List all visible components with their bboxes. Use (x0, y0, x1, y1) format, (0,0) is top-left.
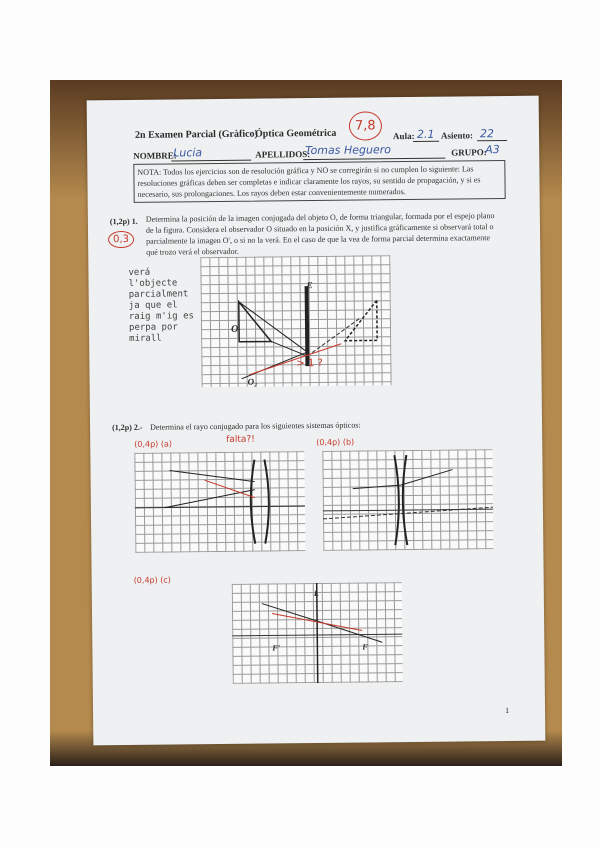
q2-text: Determina el rayo conjugado para los siguientes sistemas ópticos: (150, 420, 361, 432)
q1-text: Determina la posición de la imagen conjugada del objeto O, de forma triangular, formada por el espejo plano de la figura. Considera el observador O situado en la posición X, y justifica gráficamente si observará total o parcialmente la imagen O', o si no la verá. En el caso de que la vea de forma parcial determina exactamente qué trozo verá el observador. (145, 211, 495, 257)
q2a-label: (0,4p) (a) (134, 439, 173, 449)
svg-text:> 1 ?: > 1 ? (296, 357, 323, 370)
q2b-label: (0,4p) (b) (316, 437, 355, 447)
q2a-grid (134, 451, 305, 553)
q2c-focus-prime-label: F' (272, 643, 280, 653)
apellidos-value: Tomas Heguero (305, 143, 392, 158)
q2a-note: falta?! (226, 434, 255, 445)
q1-score: 0,3 (108, 231, 134, 248)
q2a-diagram (134, 451, 305, 553)
grupo-value: A3 (485, 143, 500, 157)
asiento-label: Asiento: (440, 130, 474, 141)
subject-title: Óptica Geométrica (254, 127, 337, 140)
aula-value: 2.1 (416, 127, 435, 141)
nota-box: NOTA: Todos los ejercicios son de resolución gráfica y NO se corregirán si no cumplen lo siguiente: Las resoluciones gráficas deben ser completas e indicar claramente los rayos, su sentido de propagación, y si es necesario, sus prolongaciones. Los rayos deben estar convenientemente numerados. (133, 160, 505, 203)
asiento-value: 22 (479, 127, 495, 141)
apellidos-label: APELLIDOS: (255, 149, 311, 160)
q1-observer-label: O₂ (247, 376, 258, 387)
q2b-grid (322, 449, 493, 551)
q1-object-label: O (230, 323, 239, 335)
aula-label: Aula: (392, 130, 415, 142)
q1-grid (200, 255, 391, 387)
q2-points: (1,2p) 2.- (112, 422, 143, 433)
exam-title: 2n Examen Parcial (Gràfico) (134, 128, 258, 141)
exam-sheet (87, 96, 546, 746)
page-number: 1 (505, 705, 510, 716)
q1-side-note: verá l'objecte parcialment ja que el raig m'ig es perpa por mirall (128, 267, 194, 344)
nombre-value: Lucia (173, 146, 203, 160)
nombre-label: NOMBRE: (133, 150, 177, 161)
q1-points: (1,2p) 1. (109, 216, 138, 227)
q2c-focus-label: F (362, 642, 368, 652)
q2b-diagram (322, 449, 493, 551)
q2c-lens-label: L (313, 588, 319, 599)
grade-mark: 7,8 (349, 111, 382, 140)
q2c-label: (0,4p) (c) (133, 575, 171, 585)
q1-diagram (200, 255, 391, 387)
grupo-label: GRUPO: (451, 147, 487, 158)
q1-mirror-label: E (306, 280, 313, 291)
